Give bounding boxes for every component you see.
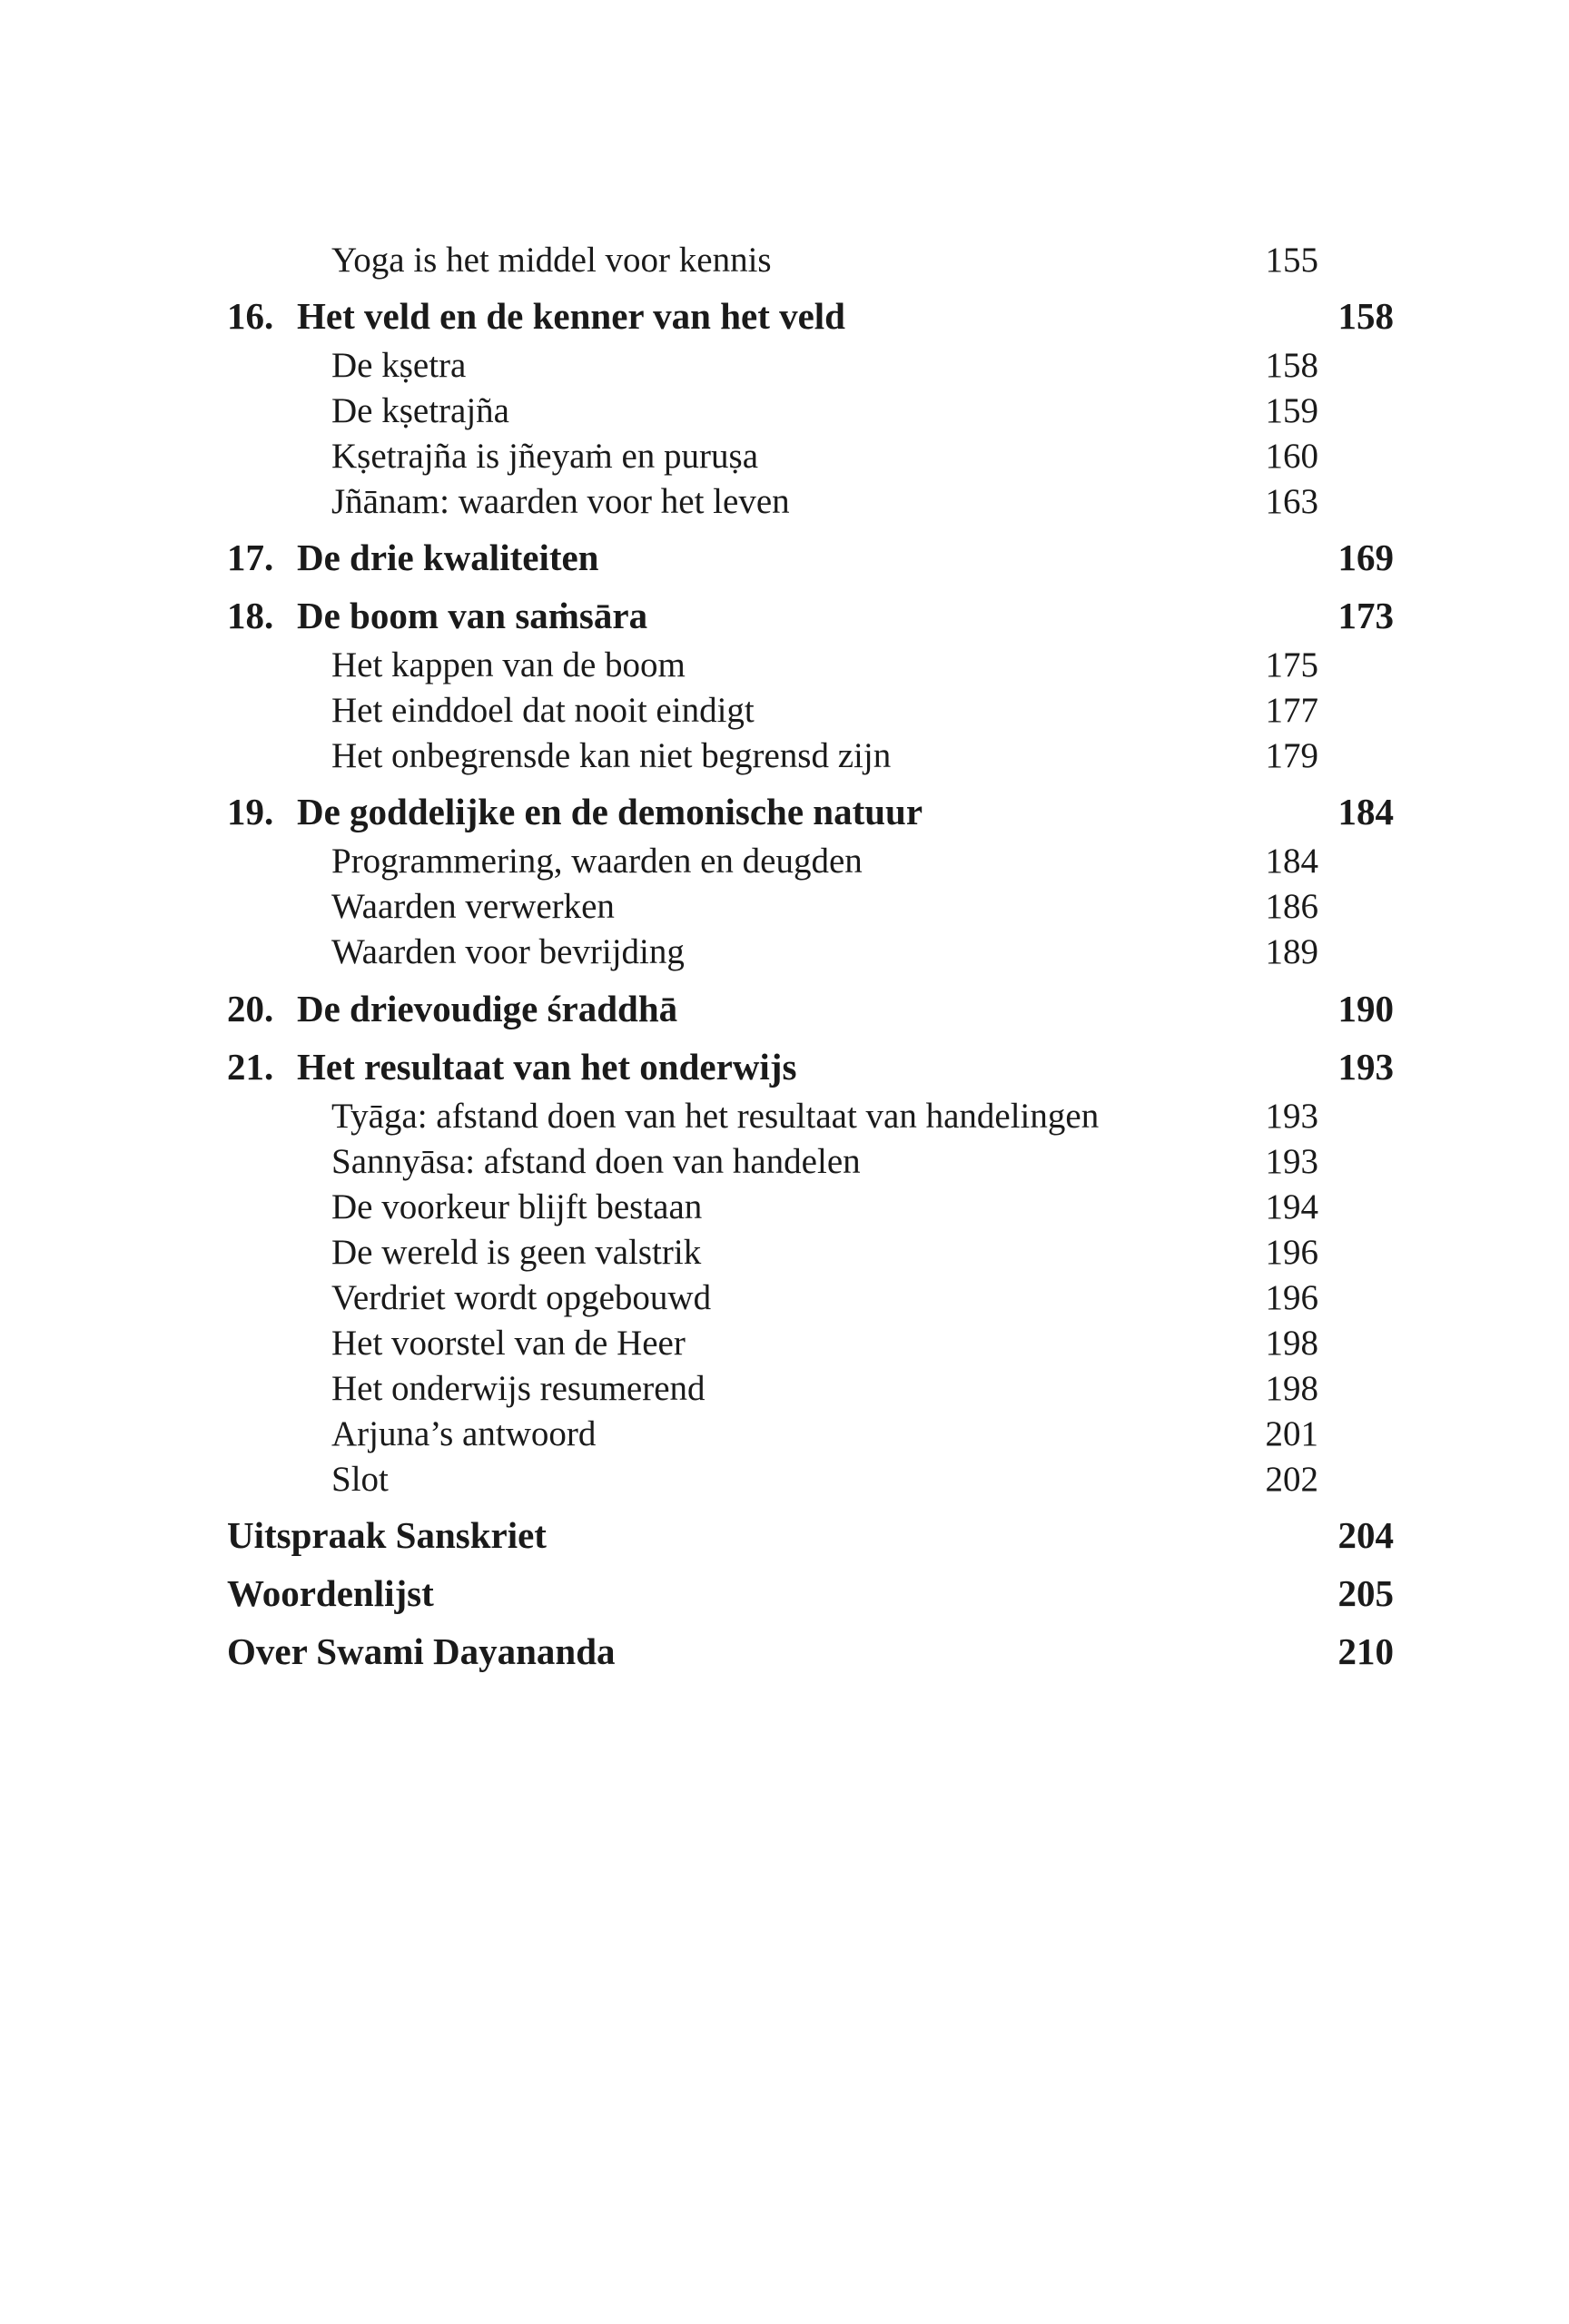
page-number: 196 <box>1265 1278 1318 1317</box>
page-number: 210 <box>1337 1630 1394 1672</box>
page-number: 194 <box>1265 1187 1318 1226</box>
entry-title: Jñānam: waarden voor het leven <box>331 482 790 521</box>
entry-title: Arjuna’s antwoord <box>331 1414 597 1453</box>
entry-title: Over Swami Dayananda <box>227 1630 616 1672</box>
page-number: 190 <box>1337 988 1394 1029</box>
page-number: 204 <box>1337 1514 1394 1556</box>
entry-title: Uitspraak Sanskriet <box>227 1514 547 1556</box>
entry-title: Slot <box>331 1460 389 1499</box>
page-number: 159 <box>1265 391 1318 430</box>
page-number: 160 <box>1265 437 1318 476</box>
chapter-number: 16. <box>227 295 274 337</box>
entry-title: Het onderwijs resumerend <box>331 1369 706 1408</box>
entry-title: Tyāga: afstand doen van het resultaat van handelingen <box>331 1097 1100 1136</box>
entry-title: De voorkeur blijft bestaan <box>331 1187 703 1226</box>
entry-title: Waarden verwerken <box>331 887 615 926</box>
page-number: 201 <box>1265 1414 1318 1453</box>
page-number: 184 <box>1337 791 1394 832</box>
entry-title: Programmering, waarden en deugden <box>331 842 863 881</box>
entry-title: De goddelijke en de demonische natuur <box>297 791 923 832</box>
chapter-number: 20. <box>227 988 274 1029</box>
entry-title: Sannyāsa: afstand doen van handelen <box>331 1142 861 1181</box>
page-number: 198 <box>1265 1324 1318 1363</box>
entry-title: Yoga is het middel voor kennis <box>331 241 772 280</box>
entry-title: De drie kwaliteiten <box>297 537 599 578</box>
page-number: 198 <box>1265 1369 1318 1408</box>
page-number: 155 <box>1265 241 1318 280</box>
page-number: 158 <box>1265 346 1318 385</box>
entry-title: Kṣetrajña is jñeyaṁ en puruṣa <box>331 437 759 476</box>
page-number: 173 <box>1337 595 1394 636</box>
chapter-number: 21. <box>227 1046 274 1088</box>
entry-title: Woordenlijst <box>227 1572 434 1614</box>
page-number: 193 <box>1265 1097 1318 1136</box>
entry-title: Verdriet wordt opgebouwd <box>331 1278 712 1317</box>
entry-title: De kṣetra <box>331 346 467 385</box>
entry-title: De kṣetrajña <box>331 391 509 430</box>
page-number: 179 <box>1265 736 1318 775</box>
entry-title: De boom van saṁsāra <box>297 595 648 636</box>
page-number: 177 <box>1265 691 1318 730</box>
chapter-number: 19. <box>227 791 274 832</box>
page-number: 205 <box>1337 1572 1394 1614</box>
page-number: 193 <box>1337 1046 1394 1088</box>
entry-title: De drievoudige śraddhā <box>297 988 678 1029</box>
page-number: 175 <box>1265 645 1318 684</box>
page-number: 189 <box>1265 932 1318 971</box>
page-number: 193 <box>1265 1142 1318 1181</box>
entry-title: Het kappen van de boom <box>331 645 686 684</box>
chapter-number: 18. <box>227 595 274 636</box>
entry-title: De wereld is geen valstrik <box>331 1233 702 1272</box>
page-number: 196 <box>1265 1233 1318 1272</box>
entry-title: Het resultaat van het onderwijs <box>297 1046 797 1088</box>
chapter-number: 17. <box>227 537 274 578</box>
page-number: 158 <box>1337 295 1394 337</box>
entry-title: Het onbegrensde kan niet begrensd zijn <box>331 736 892 775</box>
entry-title: Het voorstel van de Heer <box>331 1324 686 1363</box>
page-number: 169 <box>1337 537 1394 578</box>
entry-title: Het veld en de kenner van het veld <box>297 295 845 337</box>
page-number: 163 <box>1265 482 1318 521</box>
page-number: 202 <box>1265 1460 1318 1499</box>
entry-title: Het einddoel dat nooit eindigt <box>331 691 755 730</box>
page-number: 184 <box>1265 842 1318 881</box>
entry-title: Waarden voor bevrijding <box>331 932 685 971</box>
page-number: 186 <box>1265 887 1318 926</box>
